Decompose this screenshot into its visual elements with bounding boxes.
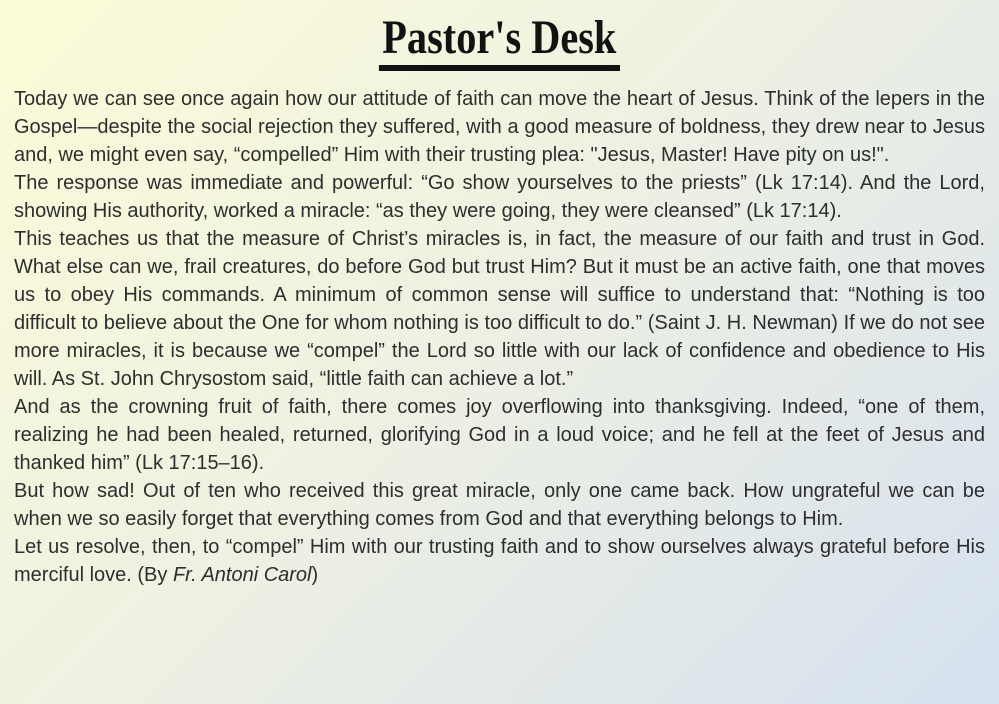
- paragraph-3: This teaches us that the measure of Christ’s miracles is, in fact, the measure of our faith and trust in God. What else can we, frail creatures, do before God but trust Him? But it must be an active faith, one that moves us to obey His commands. A minimum of common sense will suffice to understand that: “Nothing is too difficult to believe about the One for whom nothing is too difficult to do.” (Saint J. H. Newman) If we do not see more miracles, it is because we “compel” the Lord so little with our lack of confidence and obedience to His will. As St. John Chrysostom said, “little faith can achieve a lot.”: [14, 228, 985, 390]
- paragraph-1: Today we can see once again how our attitude of faith can move the heart of Jesus. Think of the lepers in the Gospel—despite the social rejection they suffered, with a good measure of boldness, they drew near to Jesus and, we might even say, “compelled” Him with their trusting plea: "Jesus, Master! Have pity on us!".: [14, 88, 985, 166]
- closing-suffix: ): [311, 564, 319, 586]
- closing-author: Fr. Antoni Carol: [172, 564, 312, 586]
- paragraph-2: The response was immediate and powerful: “Go show yourselves to the priests” (Lk 17:14). And the Lord, showing His authority, worked a miracle: “as they were going, they were cleansed” (Lk 17:14).: [14, 172, 985, 222]
- paragraph-closing: [14, 533, 985, 589]
- page-title: [14, 11, 985, 71]
- paragraph-4: And as the crowning fruit of faith, there comes joy overflowing into thanksgiving. Indeed, “one of them, realizing he had been healed, returned, glorifying God in a loud voice; and he fell at the feet of Jesus and thanked him” (Lk 17:15–16).: [14, 396, 985, 474]
- article-body: [14, 85, 985, 589]
- closing-text: Let us resolve, then, to “compel” Him with our trusting faith and to show ourselves always grateful before His merciful love. (By: [14, 536, 985, 586]
- paragraph-5: But how sad! Out of ten who received this great miracle, only one came back. How ungrateful we can be when we so easily forget that everything comes from God and that everything belongs to Him.: [14, 480, 985, 530]
- page-title-text: Pastor's Desk: [379, 14, 620, 71]
